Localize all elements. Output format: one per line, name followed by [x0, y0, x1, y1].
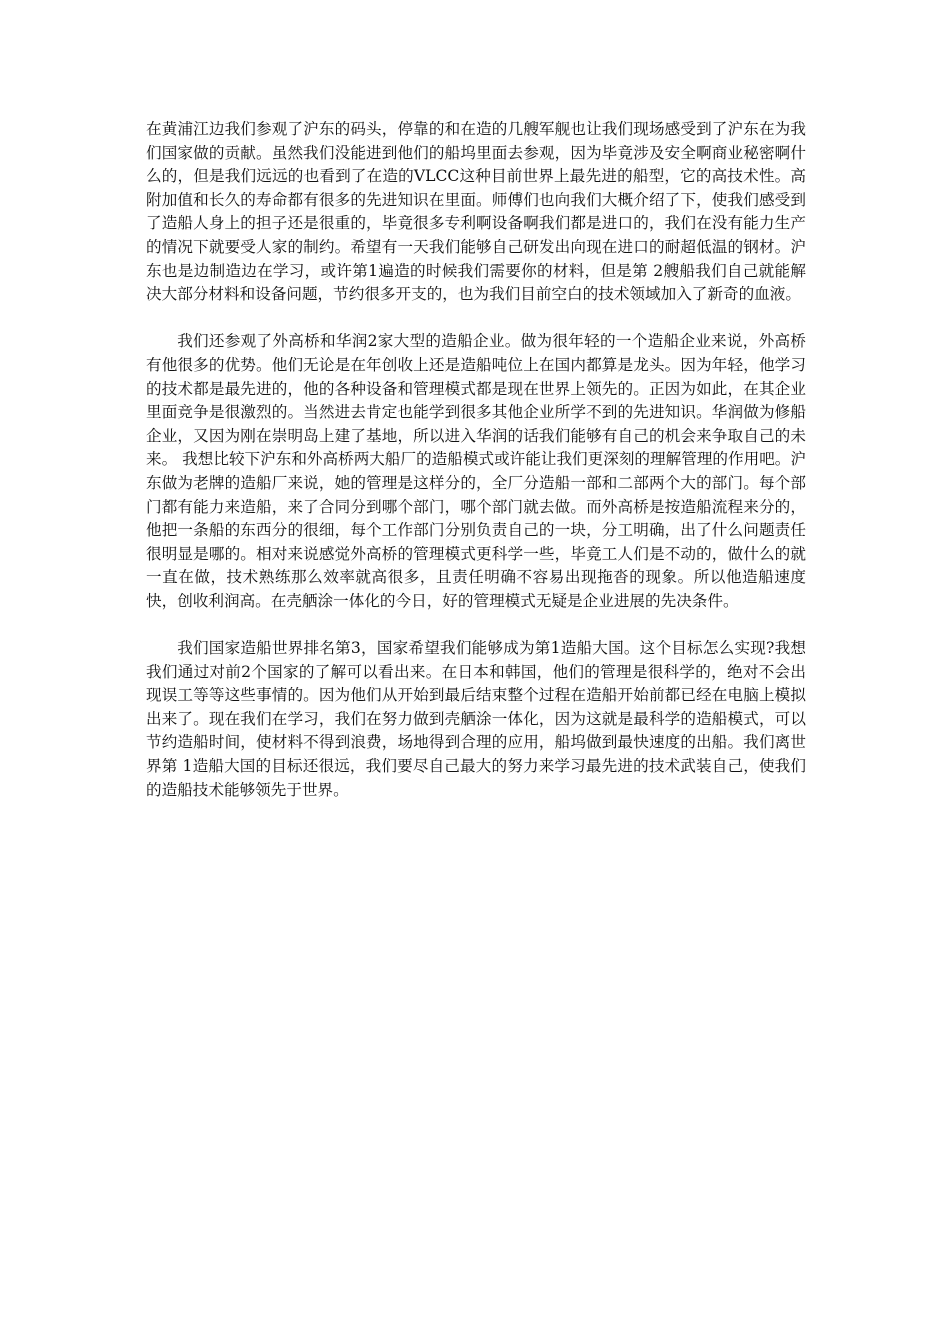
paragraph-hudong-visit: 在黄浦江边我们参观了沪东的码头，停靠的和在造的几艘军舰也让我们现场感受到了沪东在为我们国家做的贡献。虽然我们没能进到他们的船坞里面去参观，因为毕竟涉及安全啊商业秘密啊什么的，但是我们远远的也看到了在造的VLCC这种目前世界上最先进的船型，它的高技术性。高附加值和长久的寿命都有很多的先进知识在里面。师傅们也向我们大概介绍了下，使我们感受到了造船人身上的担子还是很重的，毕竟很多专利啊设备啊我们都是进口的，我们在没有能力生产的情况下就要受人家的制约。希望有一天我们能够自己研发出向现在进口的耐超低温的钢材。沪东也是边制造边在学习，或许第1遍造的时候我们需要你的材料，但是第 2艘船我们自己就能解决大部分材料和设备问题，节约很多开支的，也为我们目前空白的技术领域加入了新奇的血液。: [146, 120, 806, 304]
document-body: [146, 118, 806, 826]
paragraph-waigaoqiao-huarun: 我们还参观了外高桥和华润2家大型的造船企业。做为很年轻的一个造船企业来说，外高桥有他很多的优势。他们无论是在年创收上还是造船吨位上在国内都算是龙头。因为年轻，他学习的技术都是最先进的，他的各种设备和管理模式都是现在世界上领先的。正因为如此，在其企业里面竞争是很激烈的。当然进去肯定也能学到很多其他企业所学不到的先进知识。华润做为修船企业，又因为刚在崇明岛上建了基地，所以进入华润的话我们能够有自己的机会来争取自己的未来。 我想比较下沪东和外高桥两大船厂的造船模式或许能让我们更深刻的理解管理的作用吧。沪东做为老牌的造船厂来说，她的管理是这样分的，全厂分造船一部和二部两个大的部门。每个部门都有能力来造船，来了合同分到哪个部门，哪个部门就去做。而外高桥是按造船流程来分的，他把一条船的东西分的很细，每个工作部门分别负责自己的一块，分工明确，出了什么问题责任很明显是哪的。相对来说感觉外高桥的管理模式更科学一些，毕竟工人们是不动的，做什么的就一直在做，技术熟练那么效率就高很多，且责任明确不容易出现拖沓的现象。所以他造船速度快，创收利润高。在壳舾涂一体化的今日，好的管理模式无疑是企业进展的先决条件。: [146, 332, 806, 610]
paragraph-national-goal: 我们国家造船世界排名第3，国家希望我们能够成为第1造船大国。这个目标怎么实现?我想我们通过对前2个国家的了解可以看出来。在日本和韩国，他们的管理是很科学的，绝对不会出现误工等等这些事情的。因为他们从开始到最后结束整个过程在造船开始前都已经在电脑上模拟出来了。现在我们在学习，我们在努力做到壳舾涂一体化，因为这就是最科学的造船模式，可以节约造船时间，使材料不得到浪费，场地得到合理的应用，船坞做到最快速度的出船。我们离世界第 1造船大国的目标还很远，我们要尽自己最大的努力来学习最先进的技术武装自己，使我们的造船技术能够领先于世界。: [146, 639, 806, 799]
